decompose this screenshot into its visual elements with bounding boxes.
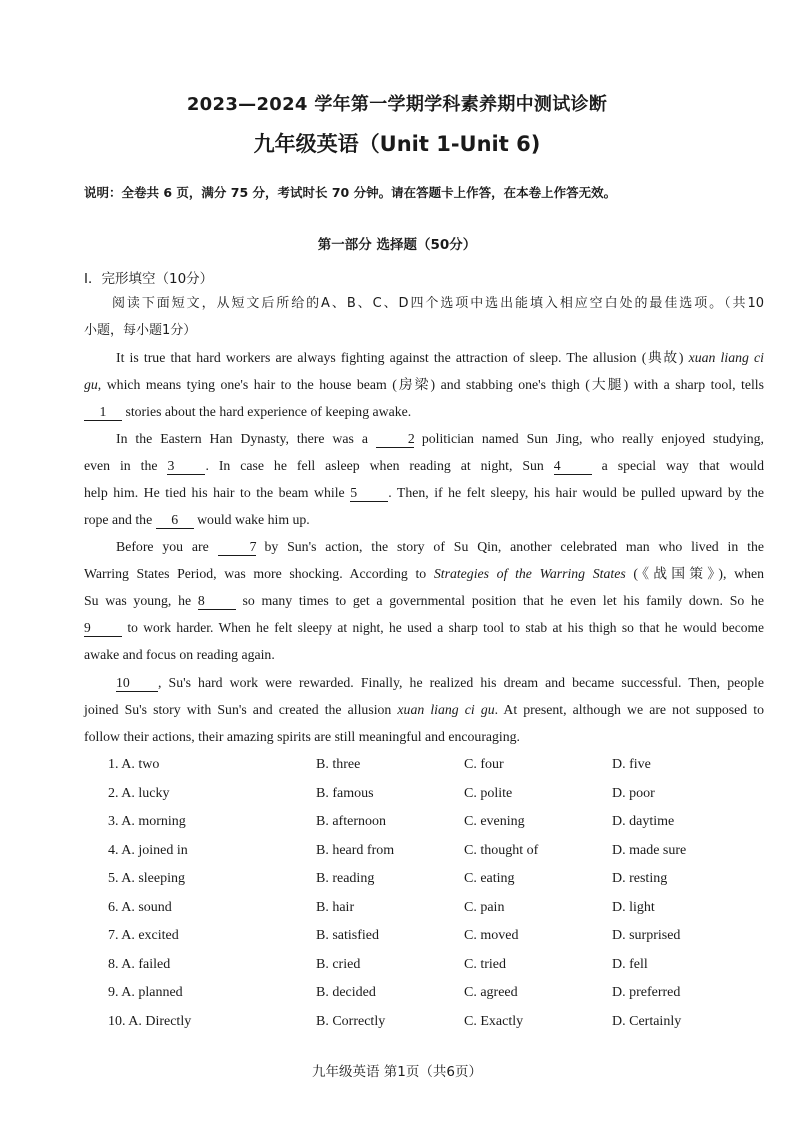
question-5-option-b: B. reading [316,871,375,886]
passage-line: 1 stories about the hard experience of keeping awake. [84,398,764,425]
question-8-option-c: C. tried [464,956,506,972]
question-10-option-a: 10. A. Directly [108,1013,192,1029]
passage-line: 9 to work harder. When he felt sleepy at night, he used a sharp tool to stab at his thigh so that he would become [84,620,764,635]
passage-line: It is true that hard workers are always fighting against the attraction of sleep. The allusion (典故) xuan liang ci [116,350,764,365]
question-5-option-c: C. eating [464,871,515,886]
question-8-option-b: B. cried [316,956,361,972]
blank-3: 3 [167,458,205,475]
question-1-option-b: B. three [316,757,361,772]
question-3-option-b: B. afternoon [316,814,386,829]
exam-instructions-note: 说明：全卷共 6 页，满分 75 分，考试时长 70 分钟。请在答题卡上作答，在本卷上作答无效。 [84,185,617,200]
blank-6: 6 [156,512,194,529]
blank-4: 4 [554,458,592,475]
question-1-option-d: D. five [612,757,651,772]
question-7-option-c: C. moved [464,928,519,943]
passage-line: even in the 3 . In case he fell asleep when reading at night, Sun 4 a special way that would [84,458,765,473]
passage-line: Su was young, he 8 so many times to get a governmental position that he even let his family down. So he [84,593,764,608]
question-4-option-a: 4. A. joined in [108,842,188,858]
question-7-option-b: B. satisfied [316,928,379,943]
question-10-option-c: C. Exactly [464,1013,524,1029]
passage-line: rope and the 6 would wake him up. [84,512,310,527]
question-10-option-b: B. Correctly [316,1013,386,1029]
question-2-option-c: C. polite [464,785,513,801]
page-footer: 九年级英语 第1页（共6页） [312,1064,482,1080]
question-9-option-b: B. decided [316,985,376,1000]
question-4-option-d: D. made sure [612,842,687,858]
question-10-option-d: D. Certainly [612,1013,682,1029]
question-8-option-d: D. fell [612,956,648,972]
passage-line: follow their actions, their amazing spirits are still meaningful and encouraging. [84,729,521,744]
question-4-option-c: C. thought of [464,842,539,858]
question-9-option-d: D. preferred [612,985,681,1000]
question-6-option-c: C. pain [464,899,505,915]
question-3-option-d: D. daytime [612,814,675,829]
question-5-option-d: D. resting [612,871,668,886]
question-6-option-b: B. hair [316,899,355,915]
question-4-option-b: B. heard from [316,842,395,858]
instruction-line-2: 小题，每小题1分） [84,323,197,338]
passage-line: joined Su's story with Sun's and created the allusion xuan liang ci gu. At present, although we are not supposed to [84,702,765,717]
question-2-option-b: B. famous [316,785,374,801]
instruction-line-1: 阅读下面短文，从短文后所给的A、B、C、D四个选项中选出能填入相应空白处的最佳选项。（共10 [112,296,764,311]
section-instruction [84,290,764,317]
blank-1: 1 [84,404,122,421]
question-1-option-a: 1. A. two [108,757,160,772]
passage-line: help him. He tied his hair to the beam while 5 . Then, if he felt sleepy, his hair would be pulled upward by the [84,485,764,500]
question-7-option-a: 7. A. excited [108,928,179,943]
blank-8: 8 [198,593,236,610]
question-6-option-a: 6. A. sound [108,899,172,915]
question-1-option-c: C. four [464,757,504,772]
passage-line: In the Eastern Han Dynasty, there was a 2 politician named Sun Jing, who really enjoyed studying, [116,431,764,446]
question-6-option-d: D. light [612,899,655,915]
question-8-option-a: 8. A. failed [108,956,171,972]
question-3-option-a: 3. A. morning [108,814,186,829]
question-9-option-a: 9. A. planned [108,985,183,1000]
section-cloze-heading: I．完形填空（10分） [84,271,214,287]
passage-line: 10 , Su's hard work were rewarded. Finally, he realized his dream and became successful. Then, people [116,675,764,690]
question-2-option-d: D. poor [612,785,655,801]
question-9-option-c: C. agreed [464,985,518,1000]
passage-line: Warring States Period, was more shocking. According to Strategies of the Warring States (《战国策》), when [84,566,764,581]
question-3-option-c: C. evening [464,814,525,829]
blank-7: 7 [218,539,256,556]
exam-subtitle: 九年级英语（Unit 1-Unit 6) [253,132,541,156]
part-one-heading: 第一部分 选择题（50分） [317,237,477,253]
blank-2: 2 [376,431,414,448]
passage-line: awake and focus on reading again. [84,647,275,662]
exam-title: 2023—2024 学年第一学期学科素养期中测试诊断 [186,94,608,115]
blank-9: 9 [84,620,122,637]
question-7-option-d: D. surprised [612,928,681,943]
passage-line: Before you are 7 by Sun's action, the story of Su Qin, another celebrated man who lived in the [116,539,764,554]
blank-5: 5 [350,485,388,502]
question-5-option-a: 5. A. sleeping [108,871,185,886]
question-2-option-a: 2. A. lucky [108,785,170,801]
blank-10: 10 [116,675,158,692]
passage-line: gu, which means tying one's hair to the house beam (房梁) and stabbing one's thigh (大腿) with a sharp tool, tells [84,377,764,392]
